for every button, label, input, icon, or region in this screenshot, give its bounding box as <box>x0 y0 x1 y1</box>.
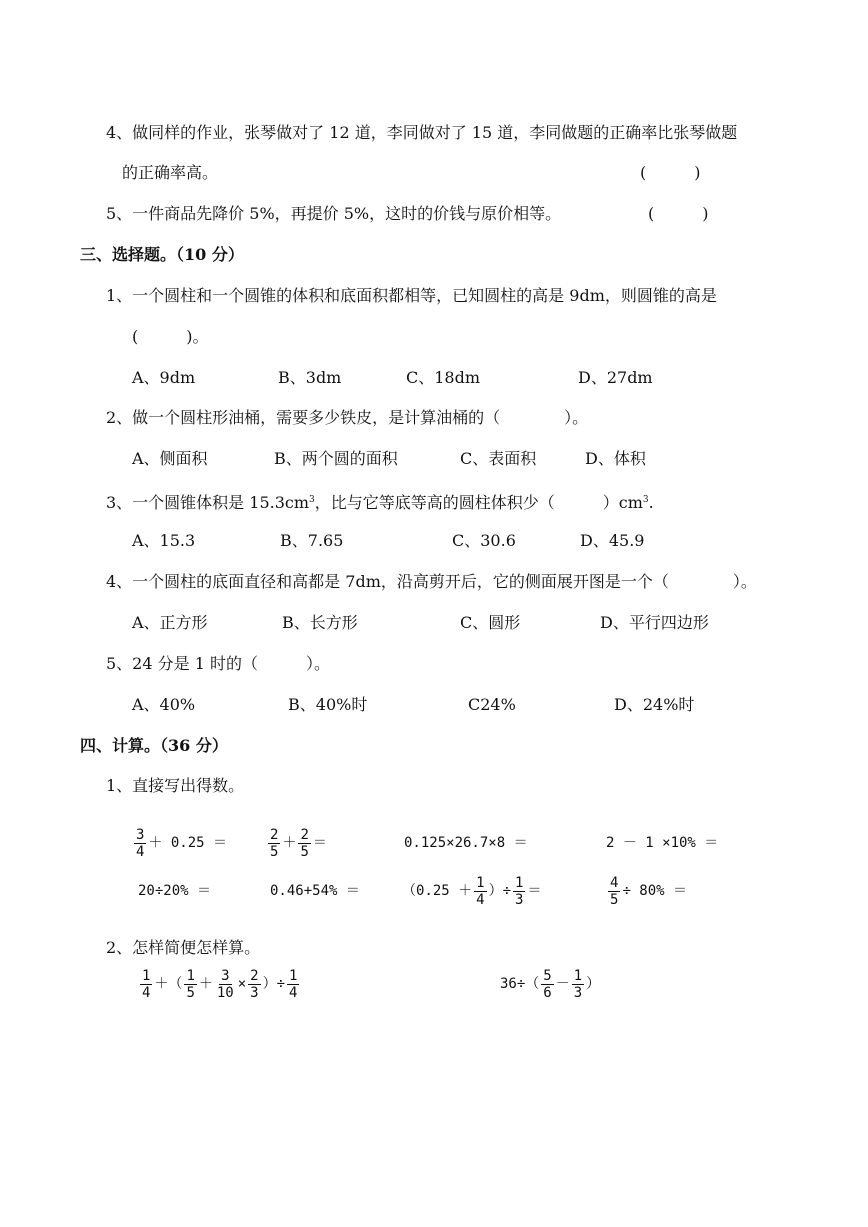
judge-q4-line1: 4、做同样的作业，张琴做对了 12 道，李同做对了 15 道，李同做题的正确率比张琴做题 <box>106 123 738 142</box>
section-choice-heading: 三、选择题。（10 分） <box>80 245 244 264</box>
expression-text: ＝ <box>527 883 542 899</box>
denominator: 5 <box>270 843 279 860</box>
numerator: 2 <box>270 826 279 843</box>
numerator: 1 <box>289 967 298 984</box>
choice-q3 <box>106 490 654 513</box>
denominator: 4 <box>142 984 151 1001</box>
choice-q2-option-b[interactable]: B、两个圆的面积 <box>274 449 398 468</box>
judge-q5: 5、一件商品先降价 5%，再提价 5%，这时的价钱与原价相等。 <box>106 204 562 223</box>
judge-q4-line2: 的正确率高。 <box>122 163 219 182</box>
numerator: 3 <box>136 826 145 843</box>
choice-q3-superscript2: 3 <box>642 495 649 505</box>
choice-q1-line2: ( )。 <box>132 327 209 346</box>
numerator: 1 <box>142 967 151 984</box>
fraction <box>298 827 310 860</box>
fraction <box>268 827 280 860</box>
choice-q1-line1: 1、一个圆柱和一个圆锥的体积和底面积都相等，已知圆柱的高是 9dm，则圆锥的高是 <box>106 286 717 305</box>
fraction <box>608 875 620 908</box>
calc-r1c4: 2 － 1 ×10% ＝ <box>606 835 719 851</box>
choice-q5-option-d[interactable]: D、24%时 <box>614 695 695 714</box>
calc-r2c3 <box>402 874 541 908</box>
calc-r1c1 <box>132 826 227 860</box>
choice-q3-text-part1: 3、一个圆锥体积是 15.3cm <box>106 493 310 512</box>
operator: ＋（ <box>154 976 183 992</box>
denominator: 5 <box>610 891 619 908</box>
denominator: 3 <box>573 984 583 1001</box>
choice-q2: 2、做一个圆柱形油桶，需要多少铁皮，是计算油桶的（ ）。 <box>106 408 589 427</box>
choice-q4-option-a[interactable]: A、正方形 <box>132 613 208 632</box>
calc-r2c1: 20÷20% ＝ <box>138 883 212 899</box>
expression-text: ＋ 0.25 ＝ <box>148 835 228 851</box>
choice-q5-option-b[interactable]: B、40%时 <box>288 695 368 714</box>
judge-q5-answer-blank[interactable]: ( ) <box>648 204 709 223</box>
fraction <box>513 875 525 908</box>
fraction <box>184 968 196 1001</box>
numerator: 3 <box>221 967 230 984</box>
choice-q1-option-d[interactable]: D、27dm <box>578 368 653 387</box>
operator: × <box>237 976 247 992</box>
section-calc-heading: 四、计算。（36 分） <box>80 736 228 755</box>
calc-r2c2: 0.46+54% ＝ <box>270 883 360 899</box>
operator: ）÷ <box>262 976 286 992</box>
choice-q1-option-b[interactable]: B、3dm <box>278 368 342 387</box>
numerator: 2 <box>300 826 309 843</box>
choice-q4: 4、一个圆柱的底面直径和高都是 7dm，沿高剪开后，它的侧面展开图是一个（ ）。 <box>106 572 757 591</box>
choice-q2-option-c[interactable]: C、表面积 <box>460 449 537 468</box>
fraction <box>572 968 584 1001</box>
operator: ＋ <box>198 976 213 992</box>
denominator: 4 <box>289 984 298 1001</box>
denominator: 4 <box>476 891 485 908</box>
fraction <box>140 968 152 1001</box>
choice-q4-option-c[interactable]: C、圆形 <box>460 613 521 632</box>
expression-text: ÷ 80% ＝ <box>622 883 688 899</box>
calc-r1c2 <box>266 826 327 860</box>
choice-q3-option-d[interactable]: D、45.9 <box>580 531 645 550</box>
choice-q1-option-c[interactable]: C、18dm <box>406 368 481 387</box>
choice-q3-option-a[interactable]: A、15.3 <box>132 531 196 550</box>
calc-sub1-heading: 1、直接写出得数。 <box>106 776 245 795</box>
fraction <box>541 968 553 1001</box>
calc-r2c4 <box>606 874 687 908</box>
numerator: 1 <box>515 874 524 891</box>
denominator: 3 <box>250 984 259 1001</box>
operator: ＋ <box>282 835 297 851</box>
choice-q3-superscript1: 3 <box>309 495 315 505</box>
choice-q3-text-part2: ，比与它等底等高的圆柱体积少（ ）cm <box>314 493 643 512</box>
denominator: 5 <box>186 984 195 1001</box>
fraction <box>248 968 260 1001</box>
denominator: 4 <box>136 843 145 860</box>
fraction <box>215 968 236 1001</box>
expression-text: 36÷（ <box>500 976 540 992</box>
calc-r1c3: 0.125×26.7×8 ＝ <box>404 835 528 851</box>
judge-q4-answer-blank[interactable]: ( ) <box>640 163 701 182</box>
denominator: 3 <box>515 891 524 908</box>
denominator: 5 <box>300 843 309 860</box>
choice-q5: 5、24 分是 1 时的（ ）。 <box>106 654 330 673</box>
numerator: 4 <box>610 874 619 891</box>
numerator: 1 <box>573 967 583 984</box>
denominator: 10 <box>216 984 234 1001</box>
operator: － <box>555 976 570 992</box>
expression-text: ）÷ <box>488 883 512 899</box>
calc-sub2-heading: 2、怎样简便怎样算。 <box>106 938 261 957</box>
choice-q3-option-b[interactable]: B、7.65 <box>280 531 344 550</box>
fraction <box>474 875 486 908</box>
calc-simplify-expression-1 <box>138 966 301 1002</box>
denominator: 6 <box>543 984 552 1001</box>
choice-q2-option-a[interactable]: A、侧面积 <box>132 449 208 468</box>
choice-q4-option-b[interactable]: B、长方形 <box>282 613 358 632</box>
choice-q3-option-c[interactable]: C、30.6 <box>452 531 516 550</box>
choice-q2-option-d[interactable]: D、体积 <box>585 449 646 468</box>
choice-q5-option-a[interactable]: A、40% <box>132 695 196 714</box>
choice-q4-option-d[interactable]: D、平行四边形 <box>600 613 709 632</box>
numerator: 1 <box>476 874 485 891</box>
choice-q5-option-c[interactable]: C24% <box>468 695 516 714</box>
fraction <box>134 827 146 860</box>
numerator: 5 <box>543 967 552 984</box>
expression-text: （0.25 ＋ <box>402 883 473 899</box>
choice-q3-text-end: . <box>648 493 654 512</box>
numerator: 1 <box>186 967 195 984</box>
expression-text: ） <box>586 976 601 992</box>
expression-text: ＝ <box>312 835 327 851</box>
choice-q1-option-a[interactable]: A、9dm <box>132 368 196 387</box>
fraction <box>287 968 299 1001</box>
calc-simplify-expression-2 <box>500 966 600 1002</box>
numerator: 2 <box>250 967 259 984</box>
